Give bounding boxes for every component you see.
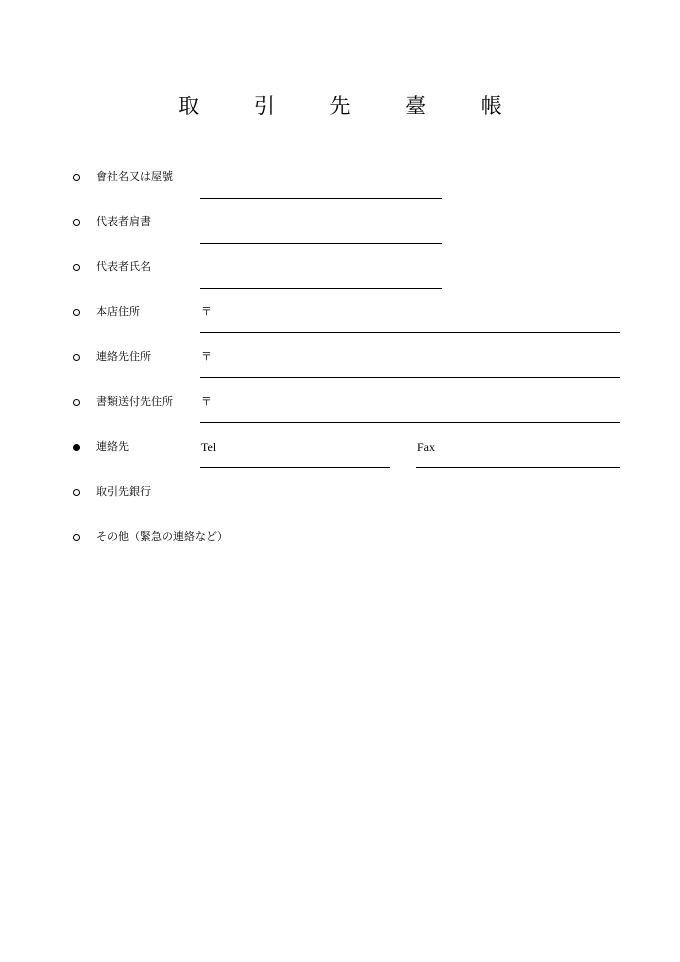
postal-mark-icon: 〒 xyxy=(201,350,212,363)
field-label: 連絡先住所 xyxy=(96,350,151,363)
field-representative-name xyxy=(0,260,680,306)
bullet-icon xyxy=(73,264,80,271)
head-office-address-input-line[interactable] xyxy=(200,332,620,333)
bullet-icon xyxy=(73,489,80,496)
field-bank xyxy=(0,485,680,531)
contact-address-input-line[interactable] xyxy=(200,377,620,378)
postal-mark-icon: 〒 xyxy=(201,395,212,408)
field-contact-address xyxy=(0,350,680,396)
field-company-name xyxy=(0,170,680,216)
field-label: 會社名又は屋號 xyxy=(96,170,173,183)
bullet-icon xyxy=(73,354,80,361)
fax-input-line[interactable] xyxy=(416,467,620,468)
field-label: 連絡先 xyxy=(96,440,129,453)
bullet-icon xyxy=(73,534,80,541)
document-address-input-line[interactable] xyxy=(200,422,620,423)
bullet-icon xyxy=(73,174,80,181)
tel-label: Tel xyxy=(201,440,217,454)
fax-label: Fax xyxy=(417,440,435,454)
field-label: 代表者氏名 xyxy=(96,260,151,273)
tel-input-line[interactable] xyxy=(200,467,390,468)
bullet-icon xyxy=(73,219,80,226)
field-label: その他（緊急の連絡など） xyxy=(96,530,228,543)
field-representative-title xyxy=(0,215,680,261)
field-contact xyxy=(0,440,680,486)
field-head-office-address xyxy=(0,305,680,351)
page-title: 取 引 先 臺 帳 xyxy=(178,94,526,118)
field-label: 書類送付先住所 xyxy=(96,395,173,408)
field-other xyxy=(0,530,680,576)
bullet-icon xyxy=(73,444,80,451)
field-document-address xyxy=(0,395,680,441)
field-label: 本店住所 xyxy=(96,305,140,318)
company-name-input-line[interactable] xyxy=(200,198,442,199)
bullet-icon xyxy=(73,309,80,316)
bullet-icon xyxy=(73,399,80,406)
representative-name-input-line[interactable] xyxy=(200,288,442,289)
postal-mark-icon: 〒 xyxy=(201,305,212,318)
field-label: 取引先銀行 xyxy=(96,485,151,498)
representative-title-input-line[interactable] xyxy=(200,243,442,244)
field-label: 代表者肩書 xyxy=(96,215,151,228)
